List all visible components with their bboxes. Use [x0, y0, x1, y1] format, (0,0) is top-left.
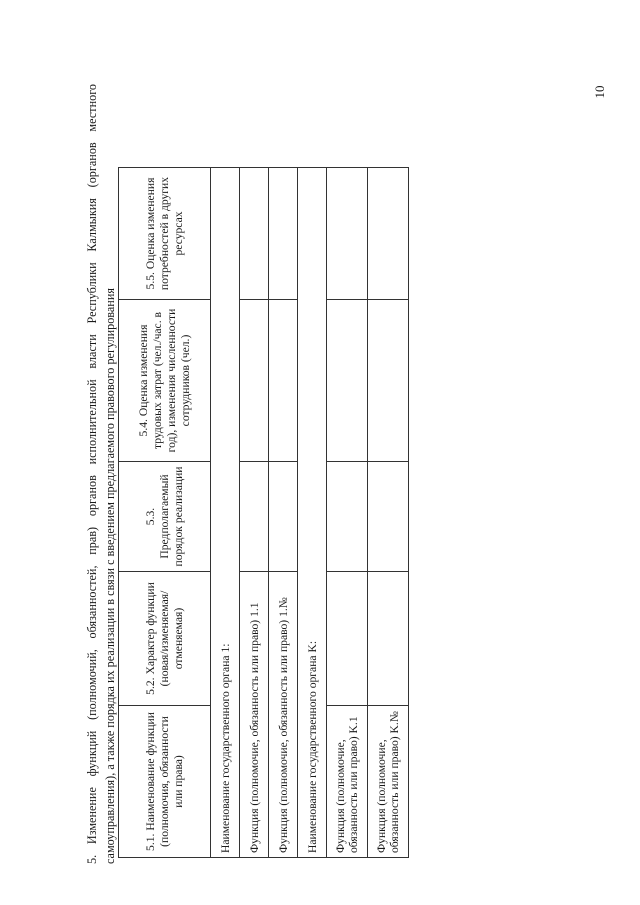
header-implementation-order: 5.3. Предполагаемый порядок реализации	[119, 462, 211, 572]
table-cell-empty	[269, 168, 298, 300]
header-function-name: 5.1. Наименование функции (полномочия, обязанности или права)	[119, 706, 211, 858]
table-row	[269, 168, 298, 858]
section-heading: 5. Изменение функций (полномочий, обязанностей, прав) органов исполнительной власти Республики Калмыкия (органов местного самоуправления), а также порядка их реализации в связи с введением предлагаемого правового регулирования	[85, 84, 117, 864]
org-k-name: Наименование государственного органа K:	[298, 168, 327, 858]
table-row	[298, 168, 327, 858]
rotated-page-content	[80, 80, 400, 870]
table-cell-empty	[269, 462, 298, 572]
header-other-resources: 5.5. Оценка изменения потребностей в других ресурсах	[119, 168, 211, 300]
header-labor-costs: 5.4. Оценка изменения трудовых затрат (чел./час. в год), изменения численности сотрудников (чел.)	[119, 300, 211, 462]
table-row	[211, 168, 240, 858]
table-row	[368, 168, 409, 858]
table-cell-empty	[368, 572, 409, 706]
page-number: 10	[592, 85, 607, 99]
table-row	[327, 168, 368, 858]
header-function-type: 5.2. Характер функции (новая/изменяемая/отменяемая)	[119, 572, 211, 706]
function-k-1: Функция (полномочие, обязанность или право) K.1	[327, 706, 368, 858]
functions-table	[118, 167, 409, 858]
function-1-n: Функция (полномочие, обязанность или право) 1.№	[269, 572, 298, 858]
table-cell-empty	[368, 300, 409, 462]
table-row	[240, 168, 269, 858]
table-cell-empty	[240, 462, 269, 572]
org-1-name: Наименование государственного органа 1:	[211, 168, 240, 858]
table-cell-empty	[240, 168, 269, 300]
table-cell-empty	[269, 300, 298, 462]
table-cell-empty	[240, 300, 269, 462]
table-cell-empty	[327, 300, 368, 462]
table-header-row	[119, 168, 211, 858]
table-cell-empty	[368, 462, 409, 572]
function-1-1: Функция (полномочие, обязанность или право) 1.1	[240, 572, 269, 858]
function-k-n: Функция (полномочие, обязанность или право) K.№	[368, 706, 409, 858]
table-cell-empty	[327, 168, 368, 300]
table-cell-empty	[327, 462, 368, 572]
table-cell-empty	[368, 168, 409, 300]
table-cell-empty	[327, 572, 368, 706]
